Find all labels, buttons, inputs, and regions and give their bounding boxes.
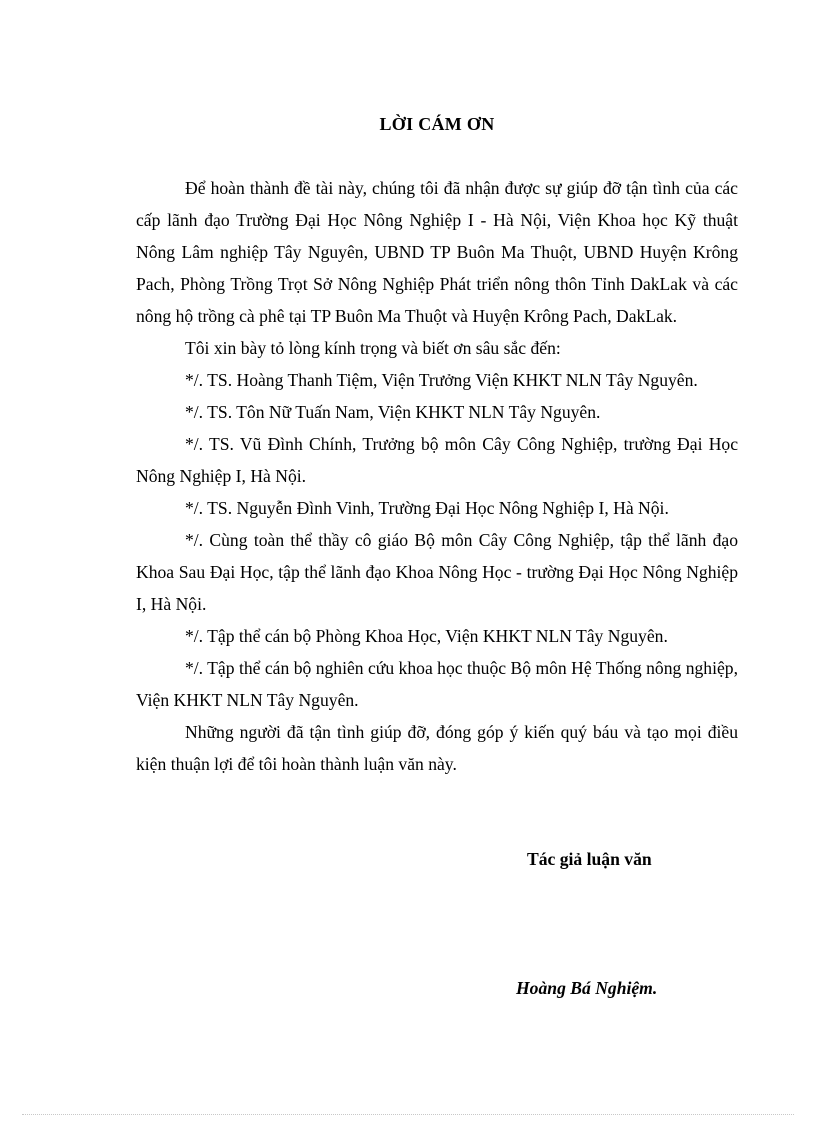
paragraph-thanks-item: */. TS. Hoàng Thanh Tiệm, Viện Trưởng Viện KHKT NLN Tây Nguyên. bbox=[185, 370, 698, 390]
paragraph-thanks-item: */. Tập thể cán bộ Phòng Khoa Học, Viện KHKT NLN Tây Nguyên. bbox=[185, 626, 668, 646]
signature-name: Hoàng Bá Nghiệm. bbox=[516, 978, 658, 998]
paragraph-gratitude: Tôi xin bày tỏ lòng kính trọng và biết ơn sâu sắc đến: bbox=[185, 338, 561, 358]
paragraph-thanks-item: */. Cùng toàn thể thầy cô giáo Bộ môn Cây Công Nghiệp, tập thể lãnh đạo Khoa Sau Đại Học, tập thể lãnh đạo Khoa Nông Học - trường Đại Học Nông Nghiệp I, Hà Nội. bbox=[136, 530, 738, 614]
page-bottom-divider bbox=[22, 1114, 794, 1115]
paragraph-thanks-item: */. TS. Vũ Đình Chính, Trưởng bộ môn Cây Công Nghiệp, trường Đại Học Nông Nghiệp I, Hà Nội. bbox=[136, 434, 738, 486]
page-title: LỜI CÁM ƠN bbox=[379, 114, 495, 134]
paragraph-thanks-item: */. TS. Tôn Nữ Tuấn Nam, Viện KHKT NLN Tây Nguyên. bbox=[185, 402, 601, 422]
paragraph-closing: Những người đã tận tình giúp đỡ, đóng góp ý kiến quý báu và tạo mọi điều kiện thuận lợi để tôi hoàn thành luận văn này. bbox=[136, 722, 738, 774]
paragraph-thanks-item: */. Tập thể cán bộ nghiên cứu khoa học thuộc Bộ môn Hệ Thống nông nghiệp, Viện KHKT NLN Tây Nguyên. bbox=[136, 658, 738, 710]
paragraph-thanks-item: */. TS. Nguyễn Đình Vinh, Trường Đại Học Nông Nghiệp I, Hà Nội. bbox=[185, 498, 669, 518]
signature-title: Tác giả luận văn bbox=[527, 849, 652, 869]
acknowledgement-body bbox=[136, 172, 738, 780]
paragraph-intro: Để hoàn thành đề tài này, chúng tôi đã nhận được sự giúp đỡ tận tình của các cấp lãnh đạo Trường Đại Học Nông Nghiệp I - Hà Nội, Viện Khoa học Kỹ thuật Nông Lâm nghiệp Tây Nguyên, UBND TP Buôn Ma Thuột, UBND Huyện Krông Pach, Phòng Trồng Trọt Sở Nông Nghiệp Phát triển nông thôn Tỉnh DakLak và các nông hộ trồng cà phê tại TP Buôn Ma Thuột và Huyện Krông Pach, DakLak. bbox=[136, 178, 738, 326]
